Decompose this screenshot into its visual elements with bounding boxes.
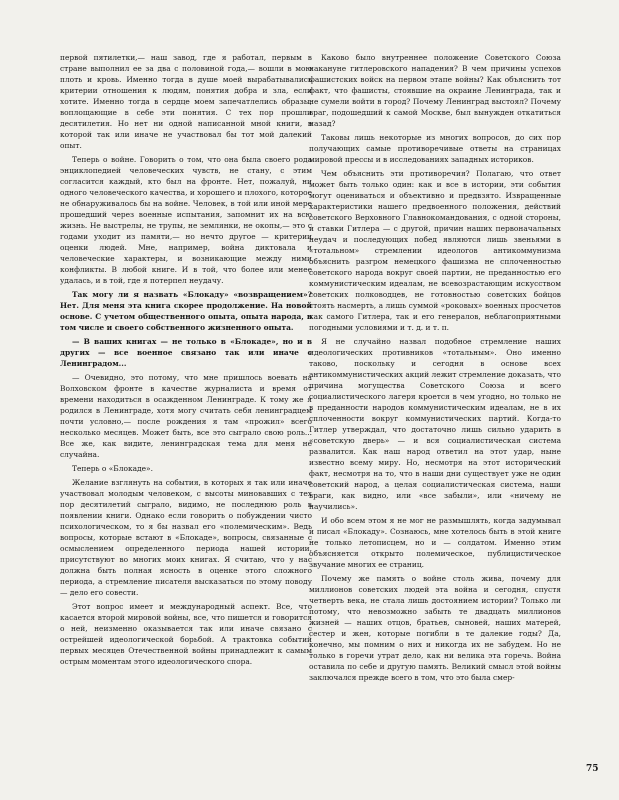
paragraph: первой пятилетки,— наш завод, где я работал, первым в стране выполнил ее за два с половиной года,— вошли в мою плоть и кровь. Именно тогда в душе моей вырабатывались критерии отношения к людям, понятия добра и зла, если хотите. Именно тогда в сердце моем запечатлелись образы, воплощающие в себе эти понятия. С тех пор прошли десятилетия. Но нет ни одной написанной мной книги, в которой так или иначе не участвовал бы тот мой далекий опыт. — [60, 53, 312, 150]
paragraph: Чем объяснить эти противоречия? Полагаю, что ответ может быть только один: как и все в истории, эти события могут оцениваться и объективно и предвзято. Извращенные характеристики нашего предвоенного положения, действий советского Верховного Главнокомандования, с одной стороны, и ставки Гитлера — с другой, причин наших первоначальных неудач и последующих побед являются лишь звеньями в «тотальном» стремлении идеологов антикоммунизма объяснить разгром немецкого фашизма не сплоченностью советского народа вокруг своей партии, не преданностью его коммунистическим идеалам, не всевозрастающим искусством советских полководцев, не готовностью советских бойцов стоять насмерть, а лишь суммой «роковых» военных просчетов как самого Гитлера, так и его генералов, неблагоприятными погодными условиями и т. д. и т. п. — [309, 169, 561, 332]
paragraph: Желание взглянуть на события, в которых я так или иначе участвовал молодым человеком, с высоты миновавших с тех пор десятилетий сыграло, видимо, не последнюю роль в появлении книги. Однако если говорить о побуждении чисто психологическом, то я бы назвал его «полемическим». Ведь вопросы, которые встают в «Блокаде», вопросы, связанные с осмыслением определенного периода нашей истории, присутствуют во многих моих книгах. Я считаю, что у нас должна быть полная ясность в оценке этого сложного периода, а стремление писателя высказаться по этому поводу — дело его совести. — [60, 478, 312, 597]
paragraph: Этот вопрос имеет и международный аспект. Все, что касается второй мировой войны, все, что пишется и говорится о ней, неизменно оказывается так или иначе связано с острейшей идеологической борьбой. А трактовка событий первых месяцев Отечественной войны принадлежит к самым острым моментам этого идеологического спора. — [60, 602, 312, 666]
paragraph: Почему же память о войне столь жива, почему для миллионов советских людей эта война и сегодня, спустя четверть века, не стала лишь достоянием истории? Только ли потому, что невозможно забыть те двадцать миллионов жизней — наших отцов, братьев, сыновей, наших матерей, сестер и жен, которые погибли в те далекие годы? Да, конечно, мы помним о них и никогда их не забудем. Но не только в горечи утрат дело, как ни велика эта горечь. Война оставила по себе и другую память. Великий смысл этой войны заключался прежде всего в том, что это была смер- — [309, 574, 561, 682]
paragraph: — Очевидно, это потому, что мне пришлось воевать на Волховском фронте в качестве журналиста и время от времени находиться в осажденном Ленинграде. К тому же я родился в Ленинграде, хотя могу считать себя ленинградцем почти условно,— после рождения я там «прожил» всего несколько месяцев. Может быть, все это сыграло свою роль... Все же, как видите, ленинградская тема для меня не случайна. — [60, 373, 312, 459]
paragraph: Теперь о войне. Говорить о том, что она была своего рода энциклопедией человеческих чувств, не стану, с этим согласится каждый, кто был на фронте. Нет, пожалуй, ни одного человеческого качества, и хорошего и плохого, которое не обнаруживалось бы на войне. Человек, в той или иной мере прошедший через военные испытания, запомнит их на всю жизнь. Не выстрелы, не трупы, не землянки, не окопы,— это с годами уходит из памяти,— но нечто другое — критерии оценки людей. Мне, например, война диктовала и человеческие характеры, и возникающие между ними конфликты. В любой книге. И в той, что более или менее удалась, и в той, где я потерпел неудачу. — [60, 155, 312, 285]
paragraph: Я не случайно назвал подобное стремление наших идеологических противников «тотальным». Оно именно таково, поскольку и сегодня в основе всех антикоммунистических акций лежит стремление доказать, что причина могущества Советского Союза и всего социалистического лагеря кроется в чем угодно, но только не в преданности народов коммунистическим идеалам, не в их сплоченности вокруг коммунистических партий. Когда-то Гитлер утверждал, что достаточно лишь сильно ударить в «советскую дверь» — и вся социалистическая система развалится. Как наш народ ответил на этот удар, ныне известно всему миру. Но, несмотря на этот исторический факт, несмотря на то, что в наши дни существует уже не один советский народ, а целая социалистическая система, наши враги, как видно, или «все забыли», или «ничему не научились». — [309, 337, 561, 511]
paragraph: Каково было внутреннее положение Советского Союза накануне гитлеровского нападения? В чем причины успехов фашистских войск на первом этапе войны? Как объяснить тот факт, что фашисты, стоявшие на окраине Ленинграда, так и не сумели войти в город? Почему Ленинград выстоял? Почему враг, подошедший к самой Москве, был вынужден откатиться назад? — [309, 53, 561, 128]
left-column — [60, 52, 312, 670]
paragraph: Теперь о «Блокаде». — [72, 464, 153, 473]
paragraph: Таковы лишь некоторые из многих вопросов, до сих пор получающих самые противоречивые ответы на страницах мировой прессы и в исследованиях западных историков. — [309, 133, 561, 164]
paragraph: Так могу ли я назвать «Блокаду» «возвращением»? Нет. Для меня эта книга скорее продолжение. На новой основе. С учетом общественного опыта, опыта народа, в том числе и своего собственного жизненного опыта. — [60, 290, 312, 332]
paragraph: И обо всем этом я не мог не размышлять, когда задумывал и писал «Блокаду». Сознаюсь, мне хотелось быть в этой книге не только летописцем, но и — солдатом. Именно этим объясняется открыто полемическое, публицистическое звучание многих ее страниц. — [309, 516, 561, 569]
page-number: 75 — [586, 764, 599, 774]
right-column — [309, 52, 561, 686]
paragraph: — В ваших книгах — не только в «Блокаде», но и в других — все военное связано так или иначе с Ленинградом... — [60, 337, 312, 368]
